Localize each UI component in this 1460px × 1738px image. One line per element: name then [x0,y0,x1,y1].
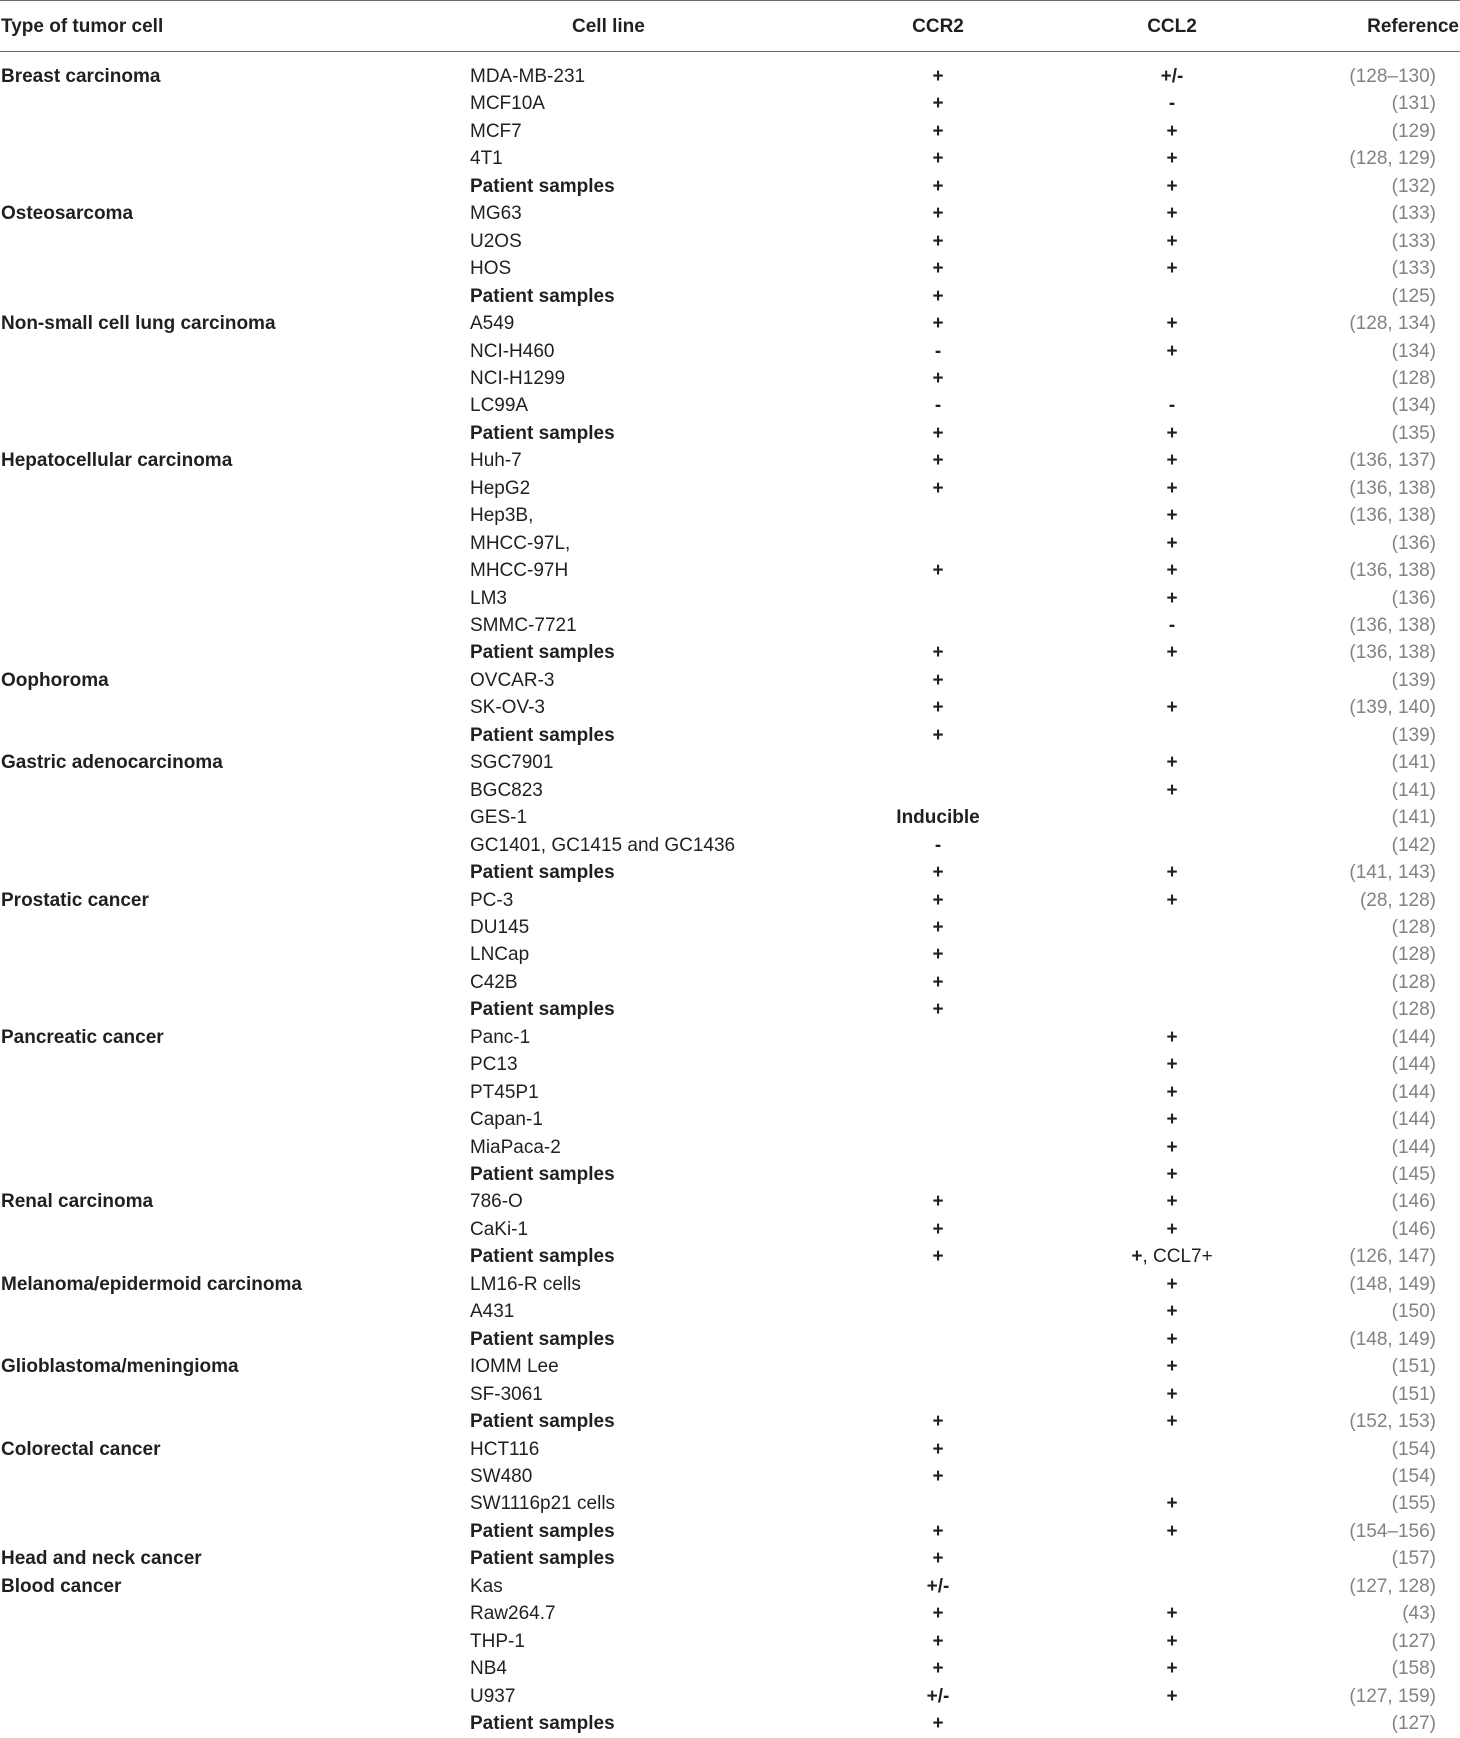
ccr2-cell-value: + [932,1658,944,1680]
reference-cell: (144) [1391,1136,1436,1158]
ccr2-cell-value: + [932,889,944,911]
ccr2-cell-value: - [934,340,942,362]
tumor-type-cell: Prostatic cancer [1,889,149,911]
ccr2-cell-value: +/- [926,1685,950,1707]
table-row [0,832,1460,860]
reference-cell: (141, 143) [1349,862,1436,884]
ccl2-cell-value: + [1166,1493,1178,1515]
cell-line-cell: PC13 [470,1054,518,1076]
cell-line-cell: Patient samples [470,422,615,444]
table-row [0,639,1460,667]
reference-cell: (128) [1391,971,1436,993]
ccr2-cell-value: + [932,999,944,1021]
table-row [0,1408,1460,1436]
cell-line-cell: HOS [470,258,512,280]
reference-cell: (128, 129) [1349,148,1436,170]
ccr2-cell-value: + [932,175,944,197]
cell-line-cell: GES-1 [470,807,528,829]
cell-line-cell: MHCC-97H [470,560,569,582]
cell-line-cell: LC99A [470,395,529,417]
reference-cell: (128) [1391,916,1436,938]
cell-line-cell: SK-OV-3 [470,697,545,719]
table-row [0,1573,1460,1601]
table-row [0,887,1460,915]
cell-line-cell: Patient samples [470,724,615,746]
ccl2-cell-value: + [1166,340,1178,362]
reference-cell: (125) [1391,285,1436,307]
table-row [0,63,1460,91]
reference-cell: (154) [1391,1465,1436,1487]
reference-cell: (136) [1391,587,1436,609]
cell-line-cell: MCF7 [470,120,522,142]
reference-cell: (139, 140) [1349,697,1436,719]
table-row [0,914,1460,942]
ccl2-cell-value: + [1166,697,1178,719]
tumor-type-cell: Colorectal cancer [1,1438,161,1460]
ccr2-cell-value: + [932,560,944,582]
cell-line-cell: LM3 [470,587,507,609]
table-row [0,1628,1460,1656]
cell-line-cell: THP-1 [470,1630,525,1652]
ccl2-cell-value: + [1166,1164,1178,1185]
ccl2-cell-value: - [1168,395,1176,417]
ccr2-cell-value: - [934,834,942,856]
table-row [0,392,1460,420]
tumor-type-cell: Blood cancer [1,1575,122,1597]
reference-cell: (145) [1391,1164,1436,1185]
cell-line-cell: Patient samples [470,1328,615,1350]
tumor-type-cell: Oophoroma [1,669,109,691]
table-row [0,1216,1460,1244]
ccr2-cell-value: + [932,944,944,966]
cell-line-cell: SGC7901 [470,752,554,774]
header-reference: Reference [1367,16,1459,37]
reference-cell: (136, 138) [1349,615,1436,636]
ccl2-cell-value: + [1166,1026,1178,1048]
tumor-type-cell: Glioblastoma/meningioma [1,1356,239,1378]
table-row [0,365,1460,393]
tumor-type-cell: Breast carcinoma [1,66,161,87]
reference-cell: (148, 149) [1349,1273,1436,1295]
reference-cell: (128, 134) [1349,313,1436,335]
table-row [0,228,1460,256]
cell-line-cell: U937 [470,1685,516,1707]
ccr2-cell-value: + [932,1191,944,1213]
table-row [0,585,1460,613]
ccr2-cell-value: + [932,66,944,87]
ccr2-cell-value: + [932,724,944,746]
ccl2-cell-value: - [1168,93,1176,115]
ccl2-cell-value: - [1168,615,1176,636]
table-row [0,90,1460,118]
cell-line-cell: Patient samples [470,1520,615,1542]
table-row [0,722,1460,750]
reference-cell: (135) [1391,422,1436,444]
cell-line-cell: Raw264.7 [470,1603,556,1625]
reference-cell: (139) [1391,669,1436,691]
table-row [0,749,1460,777]
ccr2-cell-value: + [932,477,944,499]
cell-line-cell: MG63 [470,203,522,225]
reference-cell: (128–130) [1349,66,1436,87]
ccl2-cell-value: + [1166,560,1178,582]
ccl2-cell-value: + [1166,1383,1178,1405]
ccl2-cell-value: + [1166,450,1178,472]
ccr2-cell-value: + [932,93,944,115]
cell-line-cell: Panc-1 [470,1026,531,1048]
tumor-type-cell: Osteosarcoma [1,203,134,225]
ccl2-cell-value: + [1166,1658,1178,1680]
reference-cell: (133) [1391,258,1436,280]
reference-cell: (150) [1391,1301,1436,1323]
table-row [0,804,1460,832]
header-cell-line: Cell line [572,16,645,37]
table-row [0,1161,1460,1189]
header-ccl2-label: CCL2 [1147,16,1197,37]
ccl2-cell-value: + [1166,1685,1178,1707]
cell-line-cell: Patient samples [470,1548,615,1570]
ccl2-cell-value: + [1166,532,1178,554]
ccl2-cell-value: + [1166,258,1178,280]
ccl2-cell-value: + [1166,587,1178,609]
ccr2-cell-value: + [932,1603,944,1625]
reference-cell: (144) [1391,1109,1436,1131]
reference-cell: (43) [1402,1603,1436,1625]
table-row [0,1051,1460,1079]
table-row [0,255,1460,283]
tumor-type-cell: Renal carcinoma [1,1191,154,1213]
table-row [0,283,1460,311]
ccl2-cell-value: + [1166,203,1178,225]
reference-cell: (139) [1391,724,1436,746]
ccl2-cell-value: + [1166,1328,1178,1350]
cell-line-cell: SW1116p21 cells [470,1493,616,1515]
reference-cell: (158) [1391,1658,1436,1680]
reference-cell: (144) [1391,1054,1436,1076]
reference-cell: (128) [1391,999,1436,1021]
ccr2-cell-value: - [934,395,942,417]
ccr2-cell-value: + [932,367,944,389]
ccl2-cell-value: +, CCL7+ [1131,1246,1213,1268]
cell-line-cell: Hep3B, [470,505,534,527]
reference-cell: (28, 128) [1359,889,1436,911]
reference-cell: (136, 138) [1349,560,1436,582]
tumor-type-cell: Head and neck cancer [1,1548,202,1570]
table-row [0,1545,1460,1573]
cell-line-cell: Huh-7 [470,450,522,472]
reference-cell: (141) [1391,779,1436,801]
cell-line-cell: PT45P1 [470,1081,539,1103]
cell-line-cell: SW480 [470,1465,533,1487]
cell-line-cell: A431 [470,1301,515,1323]
ccr2-cell-value: + [932,313,944,335]
ccr2-cell-value: + [932,1246,944,1268]
table-row [0,1134,1460,1162]
table-row [0,530,1460,558]
ccr2-cell-value: + [932,1218,944,1240]
reference-cell: (157) [1391,1548,1436,1570]
table-row [0,1600,1460,1628]
cell-line-cell: MDA-MB-231 [470,66,586,87]
cell-line-cell: CaKi-1 [470,1218,529,1240]
reference-cell: (141) [1391,807,1436,829]
ccr2-cell-value: + [932,203,944,225]
table-row [0,200,1460,228]
table-row [0,447,1460,475]
table-row [0,1326,1460,1354]
ccr2-cell-value: + [932,971,944,993]
reference-cell: (152, 153) [1349,1411,1436,1433]
ccr2-cell-value: + [932,1713,944,1734]
ccr2-cell-value: + [932,422,944,444]
cell-line-cell: 786-O [470,1191,523,1213]
table-row [0,475,1460,503]
cell-line-cell: Capan-1 [470,1109,543,1131]
reference-cell: (132) [1391,175,1436,197]
ccl2-cell-value: + [1166,1081,1178,1103]
table-row [0,1655,1460,1683]
tumor-type-cell: Hepatocellular carcinoma [1,450,233,472]
table-row [0,1106,1460,1134]
cell-line-cell: Patient samples [470,1713,615,1734]
cell-line-cell: GC1401, GC1415 and GC1436 [470,834,736,856]
reference-cell: (136, 138) [1349,477,1436,499]
ccl2-cell-value: + [1166,120,1178,142]
cell-line-cell: MiaPaca-2 [470,1136,561,1158]
tumor-type-cell: Melanoma/epidermoid carcinoma [1,1273,302,1295]
reference-cell: (127) [1391,1630,1436,1652]
ccl2-cell-value: + [1166,752,1178,774]
cell-line-cell: Patient samples [470,1246,615,1268]
ccl2-cell-value: +/- [1160,66,1184,87]
table-header [0,0,1460,52]
table-row [0,694,1460,722]
ccl2-cell-value: + [1166,505,1178,527]
cell-line-cell: NCI-H1299 [470,367,566,389]
ccl2-cell-value: + [1166,1630,1178,1652]
reference-cell: (136, 138) [1349,505,1436,527]
cell-line-cell: DU145 [470,916,530,938]
ccr2-cell-value: + [932,285,944,307]
table-row [0,1683,1460,1711]
table-row [0,777,1460,805]
cell-line-cell: OVCAR-3 [470,669,555,691]
reference-cell: (127) [1391,1713,1436,1734]
reference-cell: (144) [1391,1081,1436,1103]
table-row [0,1353,1460,1381]
cell-line-cell: HepG2 [470,477,531,499]
reference-cell: (136, 137) [1349,450,1436,472]
ccr2-cell-value: + [932,642,944,664]
ccl2-cell-value: + [1166,642,1178,664]
cell-line-cell: Patient samples [470,1164,615,1185]
table-row [0,941,1460,969]
table-row [0,338,1460,366]
ccl2-cell-value: + [1166,1136,1178,1158]
reference-cell: (146) [1391,1191,1436,1213]
table-row [0,1188,1460,1216]
ccl2-cell-value: + [1166,313,1178,335]
table-row [0,145,1460,173]
cell-line-cell: BGC823 [470,779,543,801]
cell-line-cell: MCF10A [470,93,545,115]
cell-line-cell: IOMM Lee [470,1356,559,1378]
table-row [0,1024,1460,1052]
reference-cell: (129) [1391,120,1436,142]
table-row [0,1518,1460,1546]
ccl2-cell-value: + [1166,477,1178,499]
ccl2-cell-value: + [1166,862,1178,884]
header-type-of-tumor-cell: Type of tumor cell [1,16,164,37]
reference-cell: (154) [1391,1438,1436,1460]
reference-cell: (155) [1391,1493,1436,1515]
ccl2-cell-value: + [1166,889,1178,911]
table-row [0,1271,1460,1299]
table-row [0,1710,1460,1738]
cell-line-cell: C42B [470,971,518,993]
ccr2-cell-value: + [932,1411,944,1433]
ccr2-cell-value: + [932,1630,944,1652]
cell-line-cell: U2OS [470,230,522,252]
table-row [0,1079,1460,1107]
ccl2-cell-value: + [1166,148,1178,170]
ccl2-cell-value: + [1166,230,1178,252]
ccr2-cell-value: + [932,1548,944,1570]
reference-cell: (127, 128) [1349,1575,1436,1597]
reference-cell: (133) [1391,203,1436,225]
table-row [0,612,1460,640]
ccr2-cell-value: + [932,669,944,691]
table-row [0,996,1460,1024]
table-row [0,859,1460,887]
cell-line-cell: SMMC-7721 [470,615,577,636]
cell-line-cell: Patient samples [470,285,615,307]
reference-cell: (127, 159) [1349,1685,1436,1707]
reference-cell: (133) [1391,230,1436,252]
ccr2-cell-value: + [932,148,944,170]
reference-cell: (154–156) [1349,1520,1436,1542]
ccr2-cell-value: Inducible [896,807,980,829]
table-row [0,1298,1460,1326]
reference-cell: (136, 138) [1349,642,1436,664]
table-row [0,1381,1460,1409]
cell-line-cell: Patient samples [470,999,615,1021]
ccl2-cell-value: + [1166,1301,1178,1323]
reference-cell: (146) [1391,1218,1436,1240]
ccl2-cell-value: + [1166,422,1178,444]
header-ccr2-label: CCR2 [912,16,964,37]
reference-cell: (131) [1391,93,1436,115]
ccr2-cell-value: + [932,120,944,142]
reference-cell: (126, 147) [1349,1246,1436,1268]
cell-line-cell: MHCC-97L, [470,532,571,554]
table-row [0,420,1460,448]
reference-cell: (151) [1391,1356,1436,1378]
ccl2-cell-value: + [1166,1273,1178,1295]
ccr2-cell-value: + [932,697,944,719]
cell-line-cell: Patient samples [470,862,615,884]
cell-line-cell: NB4 [470,1658,507,1680]
ccl2-cell-value: + [1166,1411,1178,1433]
table-row [0,310,1460,338]
table-row [0,969,1460,997]
ccr2-cell-value: + [932,258,944,280]
cell-line-cell: PC-3 [470,889,514,911]
tumor-type-cell: Gastric adenocarcinoma [1,752,223,774]
ccl2-cell-value: + [1166,1356,1178,1378]
tumor-type-cell: Pancreatic cancer [1,1026,164,1048]
ccl2-cell-value: + [1166,1218,1178,1240]
reference-cell: (144) [1391,1026,1436,1048]
reference-cell: (134) [1391,395,1436,417]
table-row [0,1436,1460,1464]
ccr2-cell-value: + [932,1465,944,1487]
reference-cell: (128) [1391,944,1436,966]
cell-line-cell: Patient samples [470,1411,615,1433]
table-row [0,1243,1460,1271]
ccr2-cell-value: +/- [926,1575,950,1597]
reference-cell: (136) [1391,532,1436,554]
cell-line-cell: LNCap [470,944,530,966]
ccr2-cell-value: + [932,1438,944,1460]
reference-cell: (151) [1391,1383,1436,1405]
ccr2-cell-value: + [932,862,944,884]
ccl2-cell-value: + [1166,1603,1178,1625]
cell-line-cell: 4T1 [470,148,503,170]
cell-line-cell: Kas [470,1575,503,1597]
cell-line-cell: LM16-R cells [470,1273,581,1295]
ccl2-cell-value: + [1166,1520,1178,1542]
cell-line-cell: HCT116 [470,1438,540,1460]
ccl2-cell-value: + [1166,779,1178,801]
ccl2-cell-value: + [1166,175,1178,197]
reference-cell: (142) [1391,834,1436,856]
cell-line-cell: NCI-H460 [470,340,555,362]
tumor-type-cell: Non-small cell lung carcinoma [1,313,276,335]
cell-line-cell: Patient samples [470,175,615,197]
ccl2-cell-value: + [1166,1054,1178,1076]
ccl2-cell-value: + [1166,1191,1178,1213]
cell-line-cell: A549 [470,313,515,335]
table-row [0,667,1460,695]
ccr2-cell-value: + [932,1520,944,1542]
reference-cell: (134) [1391,340,1436,362]
ccr2-cell-value: + [932,916,944,938]
table-row [0,502,1460,530]
table-row [0,557,1460,585]
reference-cell: (141) [1391,752,1436,774]
ccr2-cell-value: + [932,230,944,252]
table-row [0,118,1460,146]
reference-cell: (148, 149) [1349,1328,1436,1350]
table-row [0,1490,1460,1518]
cell-line-cell: Patient samples [470,642,615,664]
cell-line-cell: SF-3061 [470,1383,543,1405]
ccl2-cell-value: + [1166,1109,1178,1131]
reference-cell: (128) [1391,367,1436,389]
table-row [0,1463,1460,1491]
ccr2-cell-value: + [932,450,944,472]
table-row [0,173,1460,201]
